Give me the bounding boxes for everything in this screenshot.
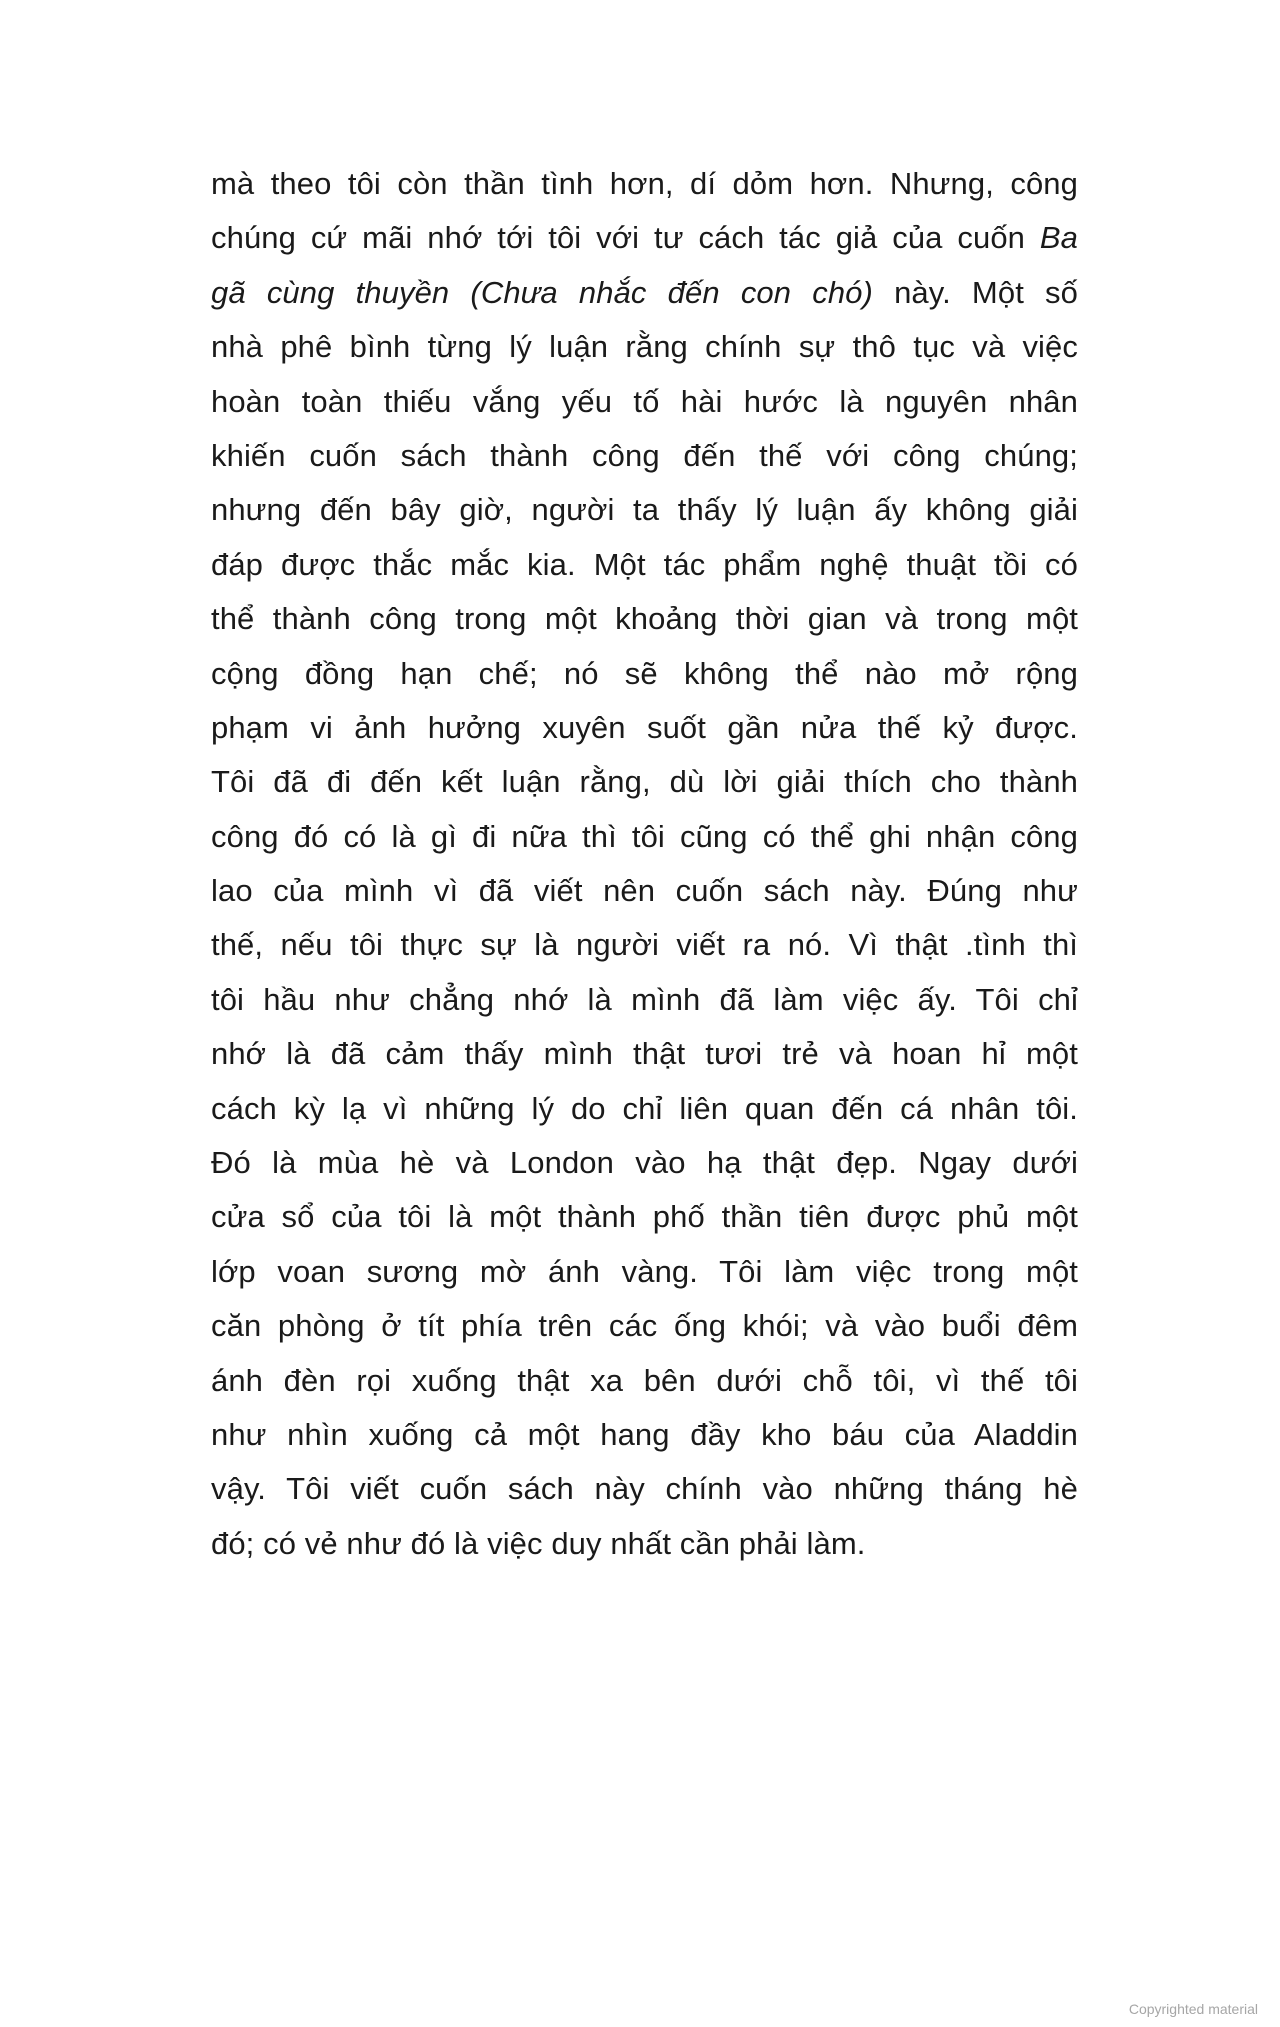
text-line: Tôi đã đi đến kết luận rằng, dù lời giải thích cho thành <box>211 764 1078 800</box>
body-text <box>211 157 1078 1571</box>
text-line: cộng đồng hạn chế; nó sẽ không thể nào mở rộng <box>211 655 1078 691</box>
text-line: tôi hầu như chẳng nhớ là mình đã làm việc ấy. Tôi chỉ <box>211 981 1078 1017</box>
text-line: lao của mình vì đã viết nên cuốn sách này. Đúng như <box>211 873 1078 909</box>
text-line: cách kỳ lạ vì những lý do chỉ liên quan đến cá nhân tôi. <box>211 1090 1078 1126</box>
text-line: Đó là mùa hè và London vào hạ thật đẹp. Ngay dưới <box>211 1145 1078 1181</box>
text-line: phạm vi ảnh hưởng xuyên suốt gần nửa thế kỷ được. <box>211 709 1078 745</box>
text-line: đáp được thắc mắc kia. Một tác phẩm nghệ thuật tồi có <box>211 546 1078 582</box>
book-title-italic: gã cùng thuyền (Chưa nhắc đến con chó) <box>211 274 873 310</box>
text-line: nhớ là đã cảm thấy mình thật tươi trẻ và hoan hỉ một <box>211 1036 1078 1072</box>
text-line: công đó có là gì đi nữa thì tôi cũng có thể ghi nhận công <box>211 818 1078 854</box>
text-line: hoàn toàn thiếu vắng yếu tố hài hước là nguyên nhân <box>211 383 1078 419</box>
text-line: khiến cuốn sách thành công đến thế với công chúng; <box>211 437 1078 473</box>
text-line <box>211 211 1078 265</box>
text-line: căn phòng ở tít phía trên các ống khói; và vào buổi đêm <box>211 1308 1078 1344</box>
text-line: nhưng đến bây giờ, người ta thấy lý luận ấy không giải <box>211 492 1078 528</box>
text-line: ánh đèn rọi xuống thật xa bên dưới chỗ tôi, vì thế tôi <box>211 1362 1078 1398</box>
text-line: vậy. Tôi viết cuốn sách này chính vào những tháng hè <box>211 1471 1078 1507</box>
text-line: thể thành công trong một khoảng thời gian và trong một <box>211 601 1078 637</box>
text-line: như nhìn xuống cả một hang đầy kho báu của Aladdin <box>211 1416 1078 1452</box>
text-line-last: đó; có vẻ như đó là việc duy nhất cần phải làm. <box>211 1525 866 1561</box>
text-line: lớp voan sương mờ ánh vàng. Tôi làm việc trong một <box>211 1253 1078 1289</box>
book-title-italic: Ba <box>1039 220 1078 256</box>
text-line: cửa sổ của tôi là một thành phố thần tiên được phủ một <box>211 1199 1078 1235</box>
copyright-notice: Copyrighted material <box>1128 2001 1258 2017</box>
text-segment: chúng cứ mãi nhớ tới tôi với tư cách tác giả của cuốn <box>211 220 1040 256</box>
text-line <box>211 266 1078 320</box>
text-line: thế, nếu tôi thực sự là người viết ra nó. Vì thật .tình thì <box>211 927 1078 963</box>
text-segment: này. Một số <box>872 274 1078 310</box>
text-line: nhà phê bình từng lý luận rằng chính sự thô tục và việc <box>211 329 1078 365</box>
text-line: mà theo tôi còn thần tình hơn, dí dỏm hơn. Nhưng, công <box>211 166 1078 201</box>
